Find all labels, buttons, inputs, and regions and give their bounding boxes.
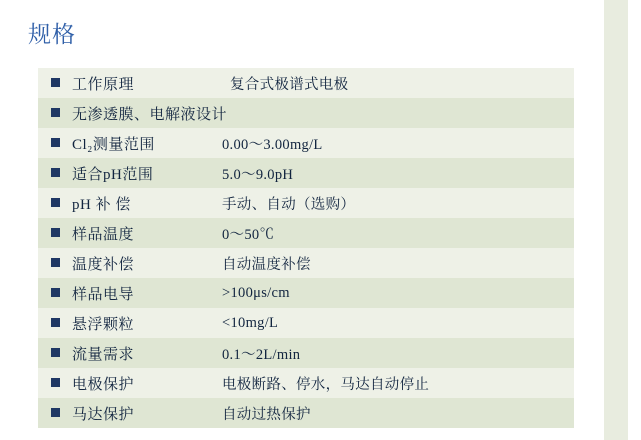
square-bullet-icon <box>51 78 60 87</box>
square-bullet-icon <box>51 168 60 177</box>
table-row <box>38 218 574 248</box>
square-bullet-icon <box>51 198 60 207</box>
square-bullet-icon <box>51 408 60 417</box>
bullet-cell <box>38 368 72 398</box>
bullet-cell <box>38 398 72 428</box>
spec-label: pH 补 偿 <box>72 188 216 218</box>
bullet-cell <box>38 128 72 158</box>
spec-label: Cl₂测量范围 <box>72 128 216 158</box>
table-row <box>38 128 574 158</box>
spec-value: 自动温度补偿 <box>216 248 574 278</box>
square-bullet-icon <box>51 378 60 387</box>
table-row <box>38 68 574 98</box>
table-row <box>38 338 574 368</box>
specifications-table-body <box>38 68 574 428</box>
spec-value: 5.0～9.0pH <box>216 158 574 188</box>
specifications-table <box>38 68 574 428</box>
spec-value: <10mg/L <box>216 308 574 338</box>
right-decorative-band-inner <box>628 0 641 440</box>
bullet-cell <box>38 68 72 98</box>
bullet-cell <box>38 188 72 218</box>
spec-label: 适合pH范围 <box>72 158 216 188</box>
spec-label: 温度补偿 <box>72 248 216 278</box>
spec-label: 流量需求 <box>72 338 216 368</box>
spec-label: 悬浮颗粒 <box>72 308 216 338</box>
spec-label: 样品温度 <box>72 218 216 248</box>
spec-value: 复合式极谱式电极 <box>216 68 574 98</box>
table-row <box>38 398 574 428</box>
bullet-cell <box>38 338 72 368</box>
spec-value: 电极断路、停水，马达自动停止 <box>216 368 574 398</box>
spec-value: >100μs/cm <box>216 278 574 308</box>
spec-value: 0～50℃ <box>216 218 574 248</box>
spec-value: 0.00～3.00mg/L <box>216 128 574 158</box>
spec-label: 无渗透膜、电解液设计 <box>72 98 574 128</box>
table-row <box>38 278 574 308</box>
square-bullet-icon <box>51 228 60 237</box>
table-row <box>38 158 574 188</box>
spec-value: 0.1～2L/min <box>216 338 574 368</box>
square-bullet-icon <box>51 348 60 357</box>
spec-value: 手动、自动（选购） <box>216 188 574 218</box>
spec-label: 工作原理 <box>72 68 216 98</box>
spec-value: 自动过热保护 <box>216 398 574 428</box>
table-row <box>38 98 574 128</box>
page-title: 规格 <box>28 22 76 47</box>
square-bullet-icon <box>51 288 60 297</box>
square-bullet-icon <box>51 138 60 147</box>
bullet-cell <box>38 98 72 128</box>
table-row <box>38 188 574 218</box>
table-row <box>38 248 574 278</box>
table-row <box>38 308 574 338</box>
table-row <box>38 368 574 398</box>
bullet-cell <box>38 308 72 338</box>
bullet-cell <box>38 248 72 278</box>
bullet-cell <box>38 218 72 248</box>
square-bullet-icon <box>51 258 60 267</box>
spec-label: 马达保护 <box>72 398 216 428</box>
bullet-cell <box>38 158 72 188</box>
square-bullet-icon <box>51 318 60 327</box>
spec-label: 样品电导 <box>72 278 216 308</box>
right-decorative-band <box>604 0 641 440</box>
spec-label: 电极保护 <box>72 368 216 398</box>
bullet-cell <box>38 278 72 308</box>
square-bullet-icon <box>51 108 60 117</box>
